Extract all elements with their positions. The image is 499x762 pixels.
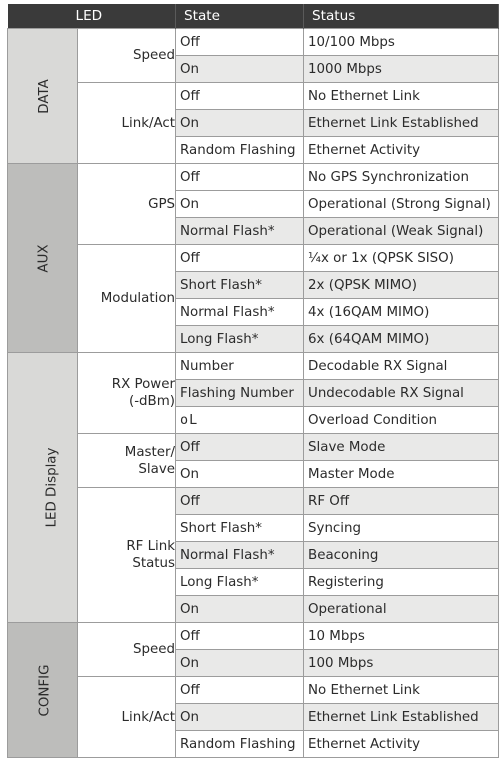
state-cell: On xyxy=(176,596,304,623)
status-cell: Ethernet Activity xyxy=(304,731,499,758)
table-row xyxy=(8,164,499,191)
status-cell: Operational xyxy=(304,596,499,623)
subgroup-rf-link-status xyxy=(78,488,176,623)
subgroup-link-act: Link/Act xyxy=(78,83,176,164)
status-cell: Operational (Strong Signal) xyxy=(304,191,499,218)
header-row xyxy=(8,4,499,29)
state-cell: Normal Flash* xyxy=(176,542,304,569)
status-cell: Undecodable RX Signal xyxy=(304,380,499,407)
subgroup-label-line1: RX Power xyxy=(111,377,176,392)
status-cell: 4x (16QAM MIMO) xyxy=(304,299,499,326)
group-aux xyxy=(8,164,78,353)
status-cell: Operational (Weak Signal) xyxy=(304,218,499,245)
group-config xyxy=(8,623,78,758)
state-cell: On xyxy=(176,704,304,731)
state-cell: Off xyxy=(176,83,304,110)
state-cell: Normal Flash* xyxy=(176,218,304,245)
state-cell xyxy=(176,407,304,434)
table-row xyxy=(8,623,499,650)
header-status: Status xyxy=(304,4,499,29)
state-cell: On xyxy=(176,110,304,137)
status-cell: Master Mode xyxy=(304,461,499,488)
group-label: LED Display xyxy=(44,447,60,528)
subgroup-label-line2: Slave xyxy=(138,461,176,477)
state-cell: On xyxy=(176,191,304,218)
status-cell: RF Off xyxy=(304,488,499,515)
subgroup-modulation: Modulation xyxy=(78,245,176,353)
state-cell: On xyxy=(176,650,304,677)
status-cell: Syncing xyxy=(304,515,499,542)
status-cell: ¼x or 1x (QPSK SISO) xyxy=(304,245,499,272)
state-cell: Flashing Number xyxy=(176,380,304,407)
subgroup-speed: Speed xyxy=(78,623,176,677)
subgroup-label-line2: (-dBm) xyxy=(129,394,176,409)
state-cell: Short Flash* xyxy=(176,515,304,542)
group-label: CONFIG xyxy=(37,664,52,716)
subgroup-label-line2: Status xyxy=(132,556,176,571)
status-cell: 1000 Mbps xyxy=(304,56,499,83)
status-cell: 6x (64QAM MIMO) xyxy=(304,326,499,353)
state-cell: Off xyxy=(176,29,304,56)
status-cell: Registering xyxy=(304,569,499,596)
status-cell: 2x (QPSK MIMO) xyxy=(304,272,499,299)
table-row xyxy=(8,245,499,272)
status-cell: No Ethernet Link xyxy=(304,677,499,704)
table-row xyxy=(8,29,499,56)
state-cell: Short Flash* xyxy=(176,272,304,299)
group-data xyxy=(8,29,78,164)
table-row xyxy=(8,434,499,461)
state-cell: Off xyxy=(176,434,304,461)
header-led: LED xyxy=(8,4,176,29)
state-cell: Long Flash* xyxy=(176,569,304,596)
subgroup-speed: Speed xyxy=(78,29,176,83)
status-cell: Decodable RX Signal xyxy=(304,353,499,380)
state-cell: Random Flashing xyxy=(176,731,304,758)
seven-segment-ol: oL xyxy=(180,412,199,428)
subgroup-link-act: Link/Act xyxy=(78,677,176,758)
status-cell: 10 Mbps xyxy=(304,623,499,650)
status-cell: No Ethernet Link xyxy=(304,83,499,110)
table-row xyxy=(8,353,499,380)
state-cell: Off xyxy=(176,488,304,515)
status-cell: Slave Mode xyxy=(304,434,499,461)
group-label: AUX xyxy=(36,243,52,273)
status-cell: No GPS Synchronization xyxy=(304,164,499,191)
state-cell: Normal Flash* xyxy=(176,299,304,326)
subgroup-label-line1: Master/ xyxy=(124,444,176,460)
status-cell: 10/100 Mbps xyxy=(304,29,499,56)
led-status-table xyxy=(7,4,499,758)
state-cell: Off xyxy=(176,245,304,272)
state-cell: Long Flash* xyxy=(176,326,304,353)
table-row xyxy=(8,83,499,110)
subgroup-rx-power xyxy=(78,353,176,434)
header-state: State xyxy=(176,4,304,29)
status-cell: Beaconing xyxy=(304,542,499,569)
subgroup-gps: GPS xyxy=(78,164,176,245)
state-cell: Off xyxy=(176,623,304,650)
table-row xyxy=(8,677,499,704)
group-label: DATA xyxy=(37,78,52,114)
group-led-display xyxy=(8,353,78,623)
status-cell: Overload Condition xyxy=(304,407,499,434)
state-cell: Off xyxy=(176,677,304,704)
subgroup-label-line1: RF Link xyxy=(126,539,176,554)
state-cell: Number xyxy=(176,353,304,380)
state-cell: On xyxy=(176,461,304,488)
status-cell: Ethernet Activity xyxy=(304,137,499,164)
status-cell: Ethernet Link Established xyxy=(304,110,499,137)
state-cell: Off xyxy=(176,164,304,191)
state-cell: On xyxy=(176,56,304,83)
status-cell: Ethernet Link Established xyxy=(304,704,499,731)
subgroup-master-slave xyxy=(78,434,176,488)
status-cell: 100 Mbps xyxy=(304,650,499,677)
state-cell: Random Flashing xyxy=(176,137,304,164)
